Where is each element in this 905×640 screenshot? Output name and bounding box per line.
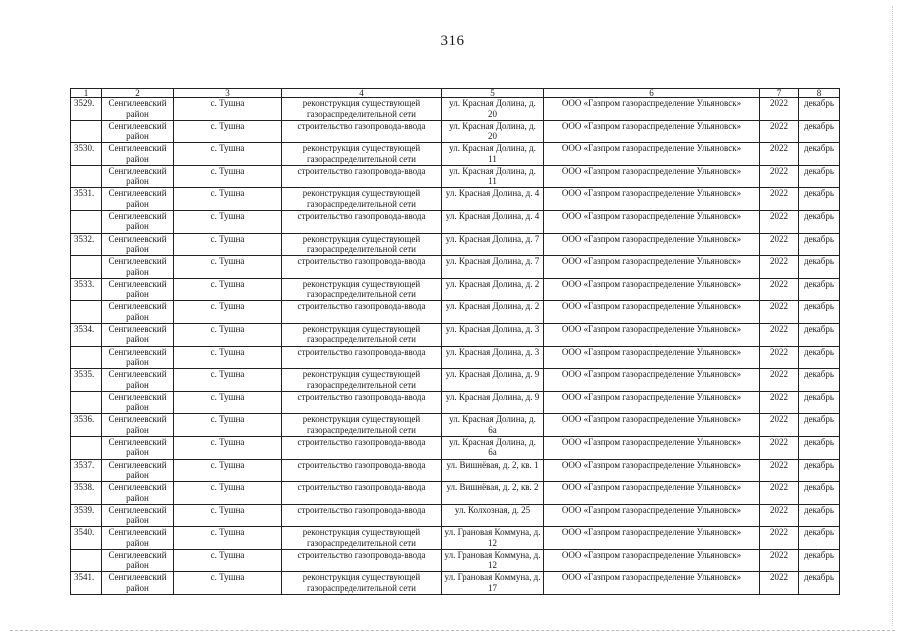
cell-month: декабрь xyxy=(799,120,840,143)
cell-work-type: строительство газопровода-ввода xyxy=(282,301,442,324)
cell-district: Сенгилеевский район xyxy=(102,233,174,256)
cell-work-type: реконструкция существующей газораспределительной сети xyxy=(282,414,442,437)
column-header: 5 xyxy=(442,89,544,98)
cell-address: ул. Красная Долина, д. 4 xyxy=(442,188,544,211)
cell-work-type: реконструкция существующей газораспределительной сети xyxy=(282,188,442,211)
cell-address: ул. Красная Долина, д. 7 xyxy=(442,233,544,256)
cell-work-type: строительство газопровода-ввода xyxy=(282,436,442,459)
cell-address: ул. Красная Долина, д. 3 xyxy=(442,346,544,369)
cell-district: Сенгилеевский район xyxy=(102,278,174,301)
cell-year: 2022 xyxy=(760,165,799,188)
cell-year: 2022 xyxy=(760,210,799,233)
cell-number: 3535. xyxy=(71,369,102,392)
cell-year: 2022 xyxy=(760,391,799,414)
table-row xyxy=(71,278,840,301)
cell-month: декабрь xyxy=(799,504,840,527)
cell-year: 2022 xyxy=(760,436,799,459)
cell-month: декабрь xyxy=(799,165,840,188)
table-body xyxy=(71,98,840,595)
cell-year: 2022 xyxy=(760,278,799,301)
cell-organization: ООО «Газпром газораспределение Ульяновск» xyxy=(544,391,760,414)
cell-year: 2022 xyxy=(760,549,799,572)
cell-month: декабрь xyxy=(799,549,840,572)
cell-address: ул. Красная Долина, д. 2 xyxy=(442,278,544,301)
cell-settlement: с. Тушна xyxy=(174,482,282,505)
cell-organization: ООО «Газпром газораспределение Ульяновск» xyxy=(544,98,760,121)
cell-district: Сенгилеевский район xyxy=(102,414,174,437)
scan-edge-bottom xyxy=(10,630,895,631)
cell-organization: ООО «Газпром газораспределение Ульяновск» xyxy=(544,143,760,166)
cell-settlement: с. Тушна xyxy=(174,504,282,527)
cell-address: ул. Красная Долина, д. 3 xyxy=(442,323,544,346)
cell-year: 2022 xyxy=(760,301,799,324)
cell-number: 3529. xyxy=(71,98,102,121)
cell-year: 2022 xyxy=(760,527,799,550)
cell-month: декабрь xyxy=(799,436,840,459)
cell-address: ул. Красная Долина, д. 9 xyxy=(442,369,544,392)
cell-settlement: с. Тушна xyxy=(174,549,282,572)
cell-number: 3541. xyxy=(71,572,102,595)
cell-year: 2022 xyxy=(760,346,799,369)
cell-settlement: с. Тушна xyxy=(174,143,282,166)
table-row xyxy=(71,301,840,324)
table-row xyxy=(71,323,840,346)
cell-month: декабрь xyxy=(799,391,840,414)
table-row xyxy=(71,549,840,572)
cell-month: декабрь xyxy=(799,256,840,279)
cell-settlement: с. Тушна xyxy=(174,527,282,550)
cell-work-type: строительство газопровода-ввода xyxy=(282,391,442,414)
cell-month: декабрь xyxy=(799,346,840,369)
cell-year: 2022 xyxy=(760,143,799,166)
column-header: 3 xyxy=(174,89,282,98)
cell-number xyxy=(71,436,102,459)
cell-settlement: с. Тушна xyxy=(174,256,282,279)
cell-month: декабрь xyxy=(799,98,840,121)
cell-month: декабрь xyxy=(799,459,840,482)
cell-work-type: строительство газопровода-ввода xyxy=(282,346,442,369)
cell-year: 2022 xyxy=(760,98,799,121)
cell-organization: ООО «Газпром газораспределение Ульяновск» xyxy=(544,436,760,459)
cell-year: 2022 xyxy=(760,233,799,256)
cell-address: ул. Красная Долина, д. 20 xyxy=(442,98,544,121)
cell-month: декабрь xyxy=(799,143,840,166)
cell-settlement: с. Тушна xyxy=(174,301,282,324)
cell-organization: ООО «Газпром газораспределение Ульяновск» xyxy=(544,414,760,437)
cell-number: 3531. xyxy=(71,188,102,211)
cell-district: Сенгилеевский район xyxy=(102,323,174,346)
cell-year: 2022 xyxy=(760,504,799,527)
cell-work-type: реконструкция существующей газораспределительной сети xyxy=(282,572,442,595)
cell-address: ул. Красная Долина, д. 20 xyxy=(442,120,544,143)
cell-work-type: реконструкция существующей газораспределительной сети xyxy=(282,143,442,166)
cell-work-type: строительство газопровода-ввода xyxy=(282,459,442,482)
cell-number xyxy=(71,165,102,188)
cell-number: 3539. xyxy=(71,504,102,527)
cell-work-type: реконструкция существующей газораспределительной сети xyxy=(282,323,442,346)
cell-settlement: с. Тушна xyxy=(174,572,282,595)
cell-month: декабрь xyxy=(799,572,840,595)
cell-organization: ООО «Газпром газораспределение Ульяновск» xyxy=(544,120,760,143)
cell-number: 3532. xyxy=(71,233,102,256)
cell-number xyxy=(71,346,102,369)
cell-settlement: с. Тушна xyxy=(174,120,282,143)
cell-district: Сенгилеевский район xyxy=(102,459,174,482)
cell-organization: ООО «Газпром газораспределение Ульяновск» xyxy=(544,188,760,211)
cell-work-type: строительство газопровода-ввода xyxy=(282,210,442,233)
cell-month: декабрь xyxy=(799,233,840,256)
cell-settlement: с. Тушна xyxy=(174,278,282,301)
cell-work-type: реконструкция существующей газораспределительной сети xyxy=(282,527,442,550)
cell-year: 2022 xyxy=(760,414,799,437)
cell-month: декабрь xyxy=(799,278,840,301)
cell-address: ул. Вишнёвая, д. 2, кв. 2 xyxy=(442,482,544,505)
cell-settlement: с. Тушна xyxy=(174,233,282,256)
column-header: 8 xyxy=(799,89,840,98)
cell-organization: ООО «Газпром газораспределение Ульяновск» xyxy=(544,165,760,188)
cell-district: Сенгилеевский район xyxy=(102,188,174,211)
cell-address: ул. Красная Долина, д. 2 xyxy=(442,301,544,324)
table-header xyxy=(71,89,840,98)
cell-district: Сенгилеевский район xyxy=(102,391,174,414)
cell-work-type: строительство газопровода-ввода xyxy=(282,120,442,143)
cell-year: 2022 xyxy=(760,572,799,595)
cell-month: декабрь xyxy=(799,301,840,324)
cell-settlement: с. Тушна xyxy=(174,98,282,121)
cell-month: декабрь xyxy=(799,369,840,392)
cell-number: 3534. xyxy=(71,323,102,346)
table-row xyxy=(71,527,840,550)
column-header: 1 xyxy=(71,89,102,98)
cell-district: Сенгилеевский район xyxy=(102,369,174,392)
cell-work-type: реконструкция существующей газораспределительной сети xyxy=(282,278,442,301)
table-row xyxy=(71,414,840,437)
table-row xyxy=(71,210,840,233)
cell-address: ул. Красная Долина, д. 6а xyxy=(442,436,544,459)
cell-organization: ООО «Газпром газораспределение Ульяновск» xyxy=(544,482,760,505)
cell-year: 2022 xyxy=(760,323,799,346)
cell-number xyxy=(71,210,102,233)
cell-address: ул. Грановая Коммуна, д. 12 xyxy=(442,527,544,550)
cell-district: Сенгилеевский район xyxy=(102,143,174,166)
cell-year: 2022 xyxy=(760,482,799,505)
cell-organization: ООО «Газпром газораспределение Ульяновск» xyxy=(544,256,760,279)
cell-work-type: строительство газопровода-ввода xyxy=(282,504,442,527)
cell-settlement: с. Тушна xyxy=(174,369,282,392)
cell-month: декабрь xyxy=(799,210,840,233)
table-row xyxy=(71,98,840,121)
cell-settlement: с. Тушна xyxy=(174,436,282,459)
cell-organization: ООО «Газпром газораспределение Ульяновск» xyxy=(544,210,760,233)
cell-address: ул. Красная Долина, д. 6а xyxy=(442,414,544,437)
cell-month: декабрь xyxy=(799,323,840,346)
cell-organization: ООО «Газпром газораспределение Ульяновск» xyxy=(544,278,760,301)
cell-address: ул. Вишнёвая, д. 2, кв. 1 xyxy=(442,459,544,482)
cell-settlement: с. Тушна xyxy=(174,165,282,188)
cell-organization: ООО «Газпром газораспределение Ульяновск» xyxy=(544,527,760,550)
cell-organization: ООО «Газпром газораспределение Ульяновск» xyxy=(544,504,760,527)
cell-settlement: с. Тушна xyxy=(174,323,282,346)
cell-number: 3536. xyxy=(71,414,102,437)
table-row xyxy=(71,436,840,459)
cell-number xyxy=(71,549,102,572)
cell-work-type: строительство газопровода-ввода xyxy=(282,549,442,572)
page-number: 316 xyxy=(440,33,465,49)
column-header: 7 xyxy=(760,89,799,98)
cell-year: 2022 xyxy=(760,459,799,482)
table-row xyxy=(71,346,840,369)
column-header: 6 xyxy=(544,89,760,98)
cell-work-type: реконструкция существующей газораспределительной сети xyxy=(282,98,442,121)
cell-number xyxy=(71,256,102,279)
cell-year: 2022 xyxy=(760,188,799,211)
cell-district: Сенгилеевский район xyxy=(102,346,174,369)
cell-work-type: строительство газопровода-ввода xyxy=(282,256,442,279)
cell-year: 2022 xyxy=(760,256,799,279)
cell-settlement: с. Тушна xyxy=(174,188,282,211)
cell-work-type: строительство газопровода-ввода xyxy=(282,482,442,505)
table-row xyxy=(71,165,840,188)
table-row xyxy=(71,504,840,527)
scan-edge-right xyxy=(892,6,893,626)
table-row xyxy=(71,369,840,392)
table-row xyxy=(71,459,840,482)
cell-district: Сенгилеевский район xyxy=(102,436,174,459)
table-row xyxy=(71,188,840,211)
cell-month: декабрь xyxy=(799,414,840,437)
cell-organization: ООО «Газпром газораспределение Ульяновск» xyxy=(544,572,760,595)
cell-address: ул. Грановая Коммуна, д. 17 xyxy=(442,572,544,595)
cell-address: ул. Колхозная, д. 25 xyxy=(442,504,544,527)
cell-settlement: с. Тушна xyxy=(174,459,282,482)
cell-organization: ООО «Газпром газораспределение Ульяновск» xyxy=(544,301,760,324)
column-header: 4 xyxy=(282,89,442,98)
cell-organization: ООО «Газпром газораспределение Ульяновск» xyxy=(544,346,760,369)
cell-organization: ООО «Газпром газораспределение Ульяновск» xyxy=(544,233,760,256)
cell-month: декабрь xyxy=(799,527,840,550)
cell-number xyxy=(71,120,102,143)
cell-address: ул. Красная Долина, д. 9 xyxy=(442,391,544,414)
cell-number: 3538. xyxy=(71,482,102,505)
table-row xyxy=(71,572,840,595)
table-row xyxy=(71,143,840,166)
cell-organization: ООО «Газпром газораспределение Ульяновск» xyxy=(544,459,760,482)
cell-address: ул. Красная Долина, д. 4 xyxy=(442,210,544,233)
cell-number xyxy=(71,391,102,414)
cell-number: 3533. xyxy=(71,278,102,301)
cell-work-type: реконструкция существующей газораспределительной сети xyxy=(282,233,442,256)
cell-address: ул. Красная Долина, д. 11 xyxy=(442,143,544,166)
cell-district: Сенгилеевский район xyxy=(102,482,174,505)
cell-district: Сенгилеевский район xyxy=(102,210,174,233)
cell-organization: ООО «Газпром газораспределение Ульяновск» xyxy=(544,323,760,346)
cell-month: декабрь xyxy=(799,482,840,505)
table-row xyxy=(71,120,840,143)
cell-district: Сенгилеевский район xyxy=(102,572,174,595)
cell-settlement: с. Тушна xyxy=(174,414,282,437)
cell-district: Сенгилеевский район xyxy=(102,165,174,188)
cell-number xyxy=(71,301,102,324)
table-row xyxy=(71,482,840,505)
cell-work-type: строительство газопровода-ввода xyxy=(282,165,442,188)
cell-address: ул. Красная Долина, д. 11 xyxy=(442,165,544,188)
cell-settlement: с. Тушна xyxy=(174,391,282,414)
column-number-row xyxy=(71,89,840,98)
cell-year: 2022 xyxy=(760,369,799,392)
cell-address: ул. Грановая Коммуна, д. 12 xyxy=(442,549,544,572)
cell-number: 3540. xyxy=(71,527,102,550)
cell-district: Сенгилеевский район xyxy=(102,120,174,143)
cell-address: ул. Красная Долина, д. 7 xyxy=(442,256,544,279)
table-row xyxy=(71,233,840,256)
cell-settlement: с. Тушна xyxy=(174,210,282,233)
cell-number: 3530. xyxy=(71,143,102,166)
cell-district: Сенгилеевский район xyxy=(102,549,174,572)
cell-district: Сенгилеевский район xyxy=(102,256,174,279)
register-table xyxy=(70,88,840,595)
table-row xyxy=(71,391,840,414)
cell-district: Сенгилеевский район xyxy=(102,527,174,550)
table-row xyxy=(71,256,840,279)
cell-organization: ООО «Газпром газораспределение Ульяновск» xyxy=(544,549,760,572)
cell-settlement: с. Тушна xyxy=(174,346,282,369)
cell-month: декабрь xyxy=(799,188,840,211)
cell-work-type: реконструкция существующей газораспределительной сети xyxy=(282,369,442,392)
cell-district: Сенгилеевский район xyxy=(102,98,174,121)
cell-district: Сенгилеевский район xyxy=(102,301,174,324)
cell-number: 3537. xyxy=(71,459,102,482)
cell-organization: ООО «Газпром газораспределение Ульяновск» xyxy=(544,369,760,392)
cell-year: 2022 xyxy=(760,120,799,143)
column-header: 2 xyxy=(102,89,174,98)
cell-district: Сенгилеевский район xyxy=(102,504,174,527)
